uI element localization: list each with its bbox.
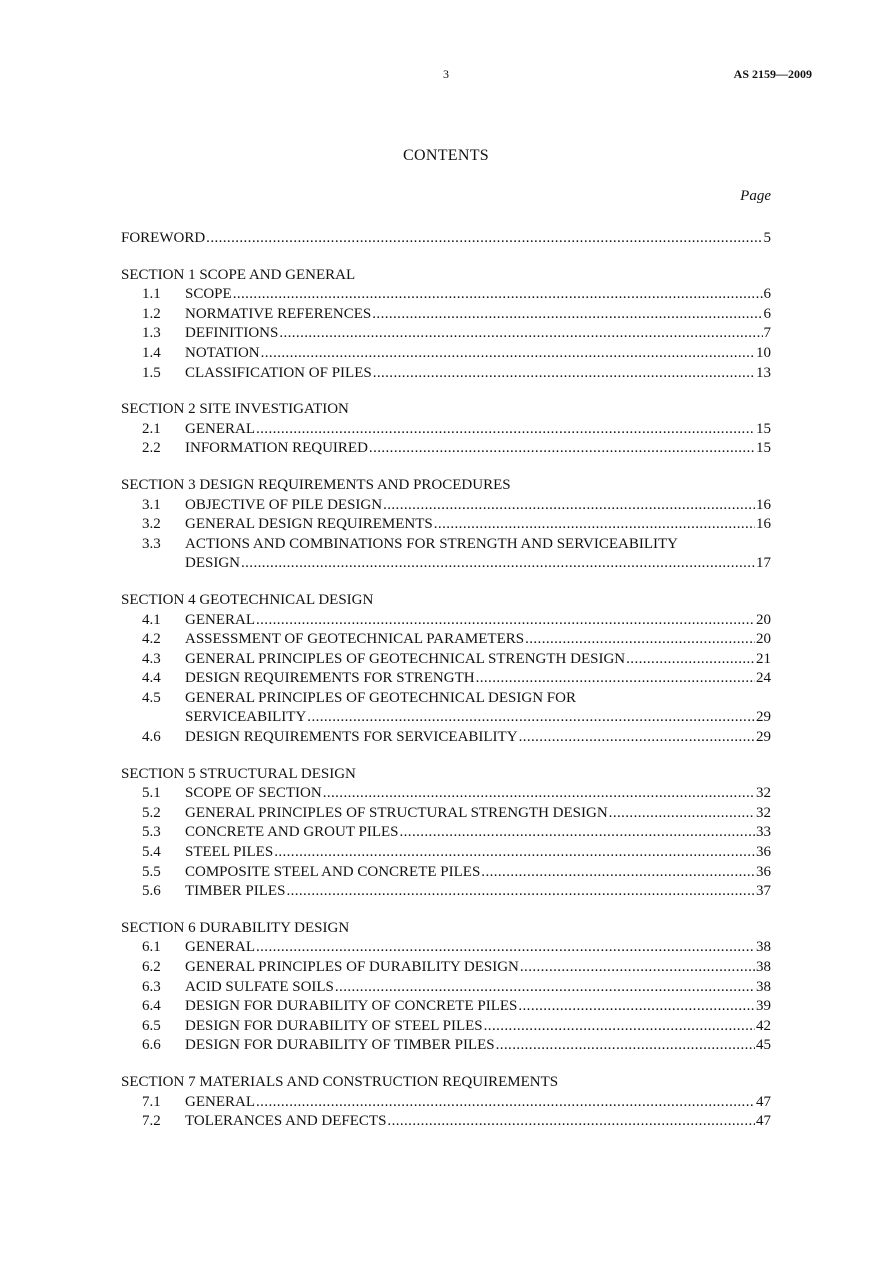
toc-entry-label: GENERAL PRINCIPLES OF GEOTECHNICAL STRENGTH DESIGN (185, 650, 626, 667)
toc-entry-label: DESIGN REQUIREMENTS FOR SERVICEABILITY (185, 729, 518, 746)
toc-entry[interactable] (121, 882, 771, 902)
toc-entry-page: 6 (763, 286, 771, 303)
toc-entry-number: 6.2 (142, 959, 161, 975)
toc-entry-number: 1.3 (142, 325, 161, 342)
toc-entry-label: GENERAL DESIGN REQUIREMENTS (185, 516, 433, 533)
dot-leader (241, 554, 755, 574)
toc-entry-number: 3.2 (142, 516, 161, 533)
dot-leader (256, 1093, 755, 1113)
toc-entry-number: 5.6 (142, 883, 161, 900)
dot-leader (484, 1017, 755, 1037)
toc-entry-page: 45 (756, 1037, 771, 1054)
dot-leader (400, 823, 756, 843)
toc-entry-number: 5.5 (142, 863, 161, 880)
toc-entry-number: 5.3 (142, 824, 161, 841)
toc-entry-number: 6.6 (142, 1037, 161, 1054)
toc-entry-label: GENERAL PRINCIPLES OF DURABILITY DESIGN (185, 959, 519, 975)
toc-entry[interactable] (121, 496, 771, 516)
toc-entry-label: GENERAL (185, 611, 255, 628)
toc-entry-number: 7.2 (142, 1113, 161, 1130)
toc-entry-page: 17 (756, 555, 771, 572)
toc-entry[interactable] (121, 728, 771, 748)
toc-entry[interactable] (121, 364, 771, 384)
toc-entry-page: 15 (756, 420, 771, 437)
dot-leader (373, 364, 755, 384)
toc-section (121, 476, 771, 574)
toc-sections (121, 266, 771, 1132)
toc-section (121, 400, 771, 459)
toc-entry-label: SCOPE (185, 286, 232, 303)
toc-entry-label: GENERAL (185, 939, 255, 956)
toc-entry-page: 32 (756, 785, 771, 802)
toc-entry[interactable] (121, 324, 771, 344)
toc-entry-page: 20 (756, 631, 771, 648)
dot-leader (496, 1036, 755, 1056)
toc-entry-continuation[interactable] (121, 708, 771, 728)
toc-entry-page: 42 (756, 1017, 771, 1034)
toc-entry-number: 6.5 (142, 1017, 161, 1034)
dot-leader (274, 843, 755, 863)
toc-section (121, 919, 771, 1056)
dot-leader (256, 938, 755, 958)
toc-entry[interactable] (121, 305, 771, 325)
toc-entry-label: GENERAL (185, 1093, 255, 1110)
toc-entry[interactable] (121, 843, 771, 863)
toc-entry-label: COMPOSITE STEEL AND CONCRETE PILES (185, 863, 481, 880)
dot-leader (525, 630, 755, 650)
toc-entry[interactable] (121, 439, 771, 459)
toc-entry-label: NORMATIVE REFERENCES (185, 305, 372, 322)
toc-entry-number: 4.1 (142, 611, 161, 628)
page-number: 3 (443, 67, 449, 81)
section-heading[interactable]: SECTION 7 MATERIALS AND CONSTRUCTION REQUIREMENTS (121, 1073, 559, 1090)
toc-entry-page: 37 (756, 883, 771, 900)
dot-leader (518, 997, 755, 1017)
toc-entry-label: CONCRETE AND GROUT PILES (185, 824, 399, 841)
toc-entry[interactable] (121, 804, 771, 824)
toc-entry[interactable] (121, 863, 771, 883)
toc-entry-number: 2.1 (142, 420, 161, 437)
toc-entry-number: 3.1 (142, 496, 161, 513)
toc-entry-page: 39 (756, 998, 771, 1015)
toc-entry[interactable] (121, 669, 771, 689)
toc-entry-label: GENERAL (185, 420, 255, 437)
toc-entry[interactable] (121, 1093, 771, 1113)
table-of-contents (121, 229, 771, 1149)
toc-entry[interactable] (121, 978, 771, 998)
toc-entry-number: 5.1 (142, 785, 161, 802)
toc-entry-page: 5 (763, 230, 771, 246)
toc-entry-label: CLASSIFICATION OF PILES (185, 364, 372, 381)
toc-entry-page: 15 (756, 440, 771, 457)
toc-entry[interactable] (121, 823, 771, 843)
toc-entry-page: 36 (756, 844, 771, 861)
toc-entry[interactable] (121, 285, 771, 305)
toc-entry-label: ASSESSMENT OF GEOTECHNICAL PARAMETERS (185, 631, 525, 648)
section-heading[interactable]: SECTION 3 DESIGN REQUIREMENTS AND PROCEDURES (121, 476, 511, 493)
toc-entry-label: DESIGN FOR DURABILITY OF CONCRETE PILES (185, 998, 518, 1015)
section-heading[interactable]: SECTION 2 SITE INVESTIGATION (121, 401, 349, 418)
toc-entry-number: 5.2 (142, 804, 161, 821)
dot-leader (434, 515, 755, 535)
dot-leader (233, 285, 763, 305)
toc-entry-continuation[interactable] (121, 554, 771, 574)
dot-leader (476, 669, 755, 689)
dot-leader (383, 496, 755, 516)
toc-entry-page: 13 (756, 364, 771, 381)
page-column-label: Page (740, 188, 771, 204)
toc-entry-page: 47 (756, 1113, 771, 1130)
toc-section (121, 1073, 771, 1132)
toc-entry-label: DESIGN FOR DURABILITY OF TIMBER PILES (185, 1037, 495, 1054)
toc-entry[interactable] (121, 515, 771, 535)
toc-entry-page: 20 (756, 611, 771, 628)
toc-entry[interactable] (121, 1036, 771, 1056)
toc-entry-label: DEFINITIONS (185, 325, 279, 342)
toc-section (121, 266, 771, 384)
toc-entry-page: 38 (756, 978, 771, 995)
section-heading[interactable]: SECTION 1 SCOPE AND GENERAL (121, 266, 356, 283)
toc-entry-label: SCOPE OF SECTION (185, 785, 322, 802)
toc-entry[interactable] (121, 689, 771, 709)
dot-leader (307, 708, 755, 728)
toc-entry[interactable] (121, 784, 771, 804)
toc-entry-label: GENERAL PRINCIPLES OF GEOTECHNICAL DESIGN FOR (185, 689, 576, 706)
dot-leader (609, 804, 755, 824)
toc-entry-page: 38 (756, 939, 771, 956)
page-title: CONTENTS (403, 147, 489, 164)
toc-entry[interactable] (121, 1112, 771, 1132)
toc-entry[interactable] (121, 938, 771, 958)
toc-entry-number: 4.4 (142, 670, 161, 687)
toc-entry[interactable] (121, 650, 771, 670)
toc-entry-page: 24 (756, 670, 771, 687)
toc-entry-label: INFORMATION REQUIRED (185, 440, 368, 457)
toc-entry[interactable] (121, 611, 771, 631)
toc-entry-number: 1.4 (142, 344, 161, 361)
toc-entry-number: 4.3 (142, 650, 161, 667)
toc-section (121, 765, 771, 902)
toc-entry-label: TIMBER PILES (185, 883, 286, 900)
toc-section (121, 591, 771, 748)
dot-leader (372, 305, 762, 325)
toc-entry[interactable] (121, 535, 771, 555)
toc-entry-label: NOTATION (185, 344, 260, 361)
toc-entry-page: 47 (756, 1093, 771, 1110)
section-heading[interactable]: SECTION 4 GEOTECHNICAL DESIGN (121, 591, 374, 608)
dot-leader (261, 344, 755, 364)
toc-entry[interactable] (121, 958, 771, 978)
toc-entry-page: 38 (756, 959, 771, 975)
dot-leader (323, 784, 755, 804)
toc-entry-number: 6.3 (142, 978, 161, 995)
toc-entry-page: 6 (763, 305, 771, 322)
toc-entry-label: TOLERANCES AND DEFECTS (185, 1113, 387, 1130)
toc-entry-label: FOREWORD (121, 230, 206, 246)
toc-entry-number: 5.4 (142, 844, 161, 861)
toc-entry-number: 1.5 (142, 364, 161, 381)
dot-leader (206, 229, 762, 249)
toc-entry-page: 16 (756, 496, 771, 513)
section-heading[interactable]: SECTION 6 DURABILITY DESIGN (121, 919, 350, 936)
toc-entry[interactable] (121, 997, 771, 1017)
dot-leader (279, 324, 762, 344)
toc-entry-number: 3.3 (142, 535, 161, 552)
toc-entry-label-continued: SERVICEABILITY (185, 709, 307, 726)
dot-leader (256, 420, 755, 440)
dot-leader (286, 882, 755, 902)
toc-entry-label: OBJECTIVE OF PILE DESIGN (185, 496, 383, 513)
section-heading[interactable]: SECTION 5 STRUCTURAL DESIGN (121, 765, 356, 782)
toc-entry-label: DESIGN FOR DURABILITY OF STEEL PILES (185, 1017, 483, 1034)
toc-entry-label-continued: DESIGN (185, 555, 240, 572)
toc-entry-number: 2.2 (142, 440, 161, 457)
toc-entry-number: 6.1 (142, 939, 161, 956)
toc-entry-foreword[interactable] (121, 229, 771, 249)
dot-leader (520, 958, 755, 978)
toc-entry-label: STEEL PILES (185, 844, 274, 861)
toc-entry-label: GENERAL PRINCIPLES OF STRUCTURAL STRENGTH DESIGN (185, 804, 608, 821)
toc-entry-page: 29 (756, 709, 771, 726)
document-id: AS 2159—2009 (733, 67, 812, 81)
toc-entry[interactable] (121, 420, 771, 440)
toc-entry-page: 33 (756, 824, 771, 841)
dot-leader (519, 728, 755, 748)
dot-leader (481, 863, 755, 883)
toc-entry-number: 1.2 (142, 305, 161, 322)
toc-entry-number: 1.1 (142, 286, 161, 303)
toc-entry-page: 16 (756, 516, 771, 533)
toc-entry-number: 7.1 (142, 1093, 161, 1110)
toc-entry-number: 4.6 (142, 729, 161, 746)
toc-entry-page: 32 (756, 804, 771, 821)
toc-entry-number: 4.5 (142, 689, 161, 706)
dot-leader (387, 1112, 755, 1132)
toc-entry-page: 29 (756, 729, 771, 746)
dot-leader (256, 611, 755, 631)
toc-entry[interactable] (121, 1017, 771, 1037)
toc-entry-label: DESIGN REQUIREMENTS FOR STRENGTH (185, 670, 475, 687)
toc-entry[interactable] (121, 630, 771, 650)
toc-entry-label: ACID SULFATE SOILS (185, 978, 334, 995)
dot-leader (369, 439, 755, 459)
toc-entry-number: 4.2 (142, 631, 161, 648)
dot-leader (626, 650, 755, 670)
dot-leader (335, 978, 755, 998)
toc-entry-label: ACTIONS AND COMBINATIONS FOR STRENGTH AND SERVICEABILITY (185, 535, 678, 552)
toc-entry-page: 21 (756, 650, 771, 667)
toc-entry-number: 6.4 (142, 998, 161, 1015)
toc-entry-page: 7 (763, 325, 771, 342)
toc-entry-page: 10 (756, 344, 771, 361)
toc-entry-page: 36 (756, 863, 771, 880)
toc-entry[interactable] (121, 344, 771, 364)
